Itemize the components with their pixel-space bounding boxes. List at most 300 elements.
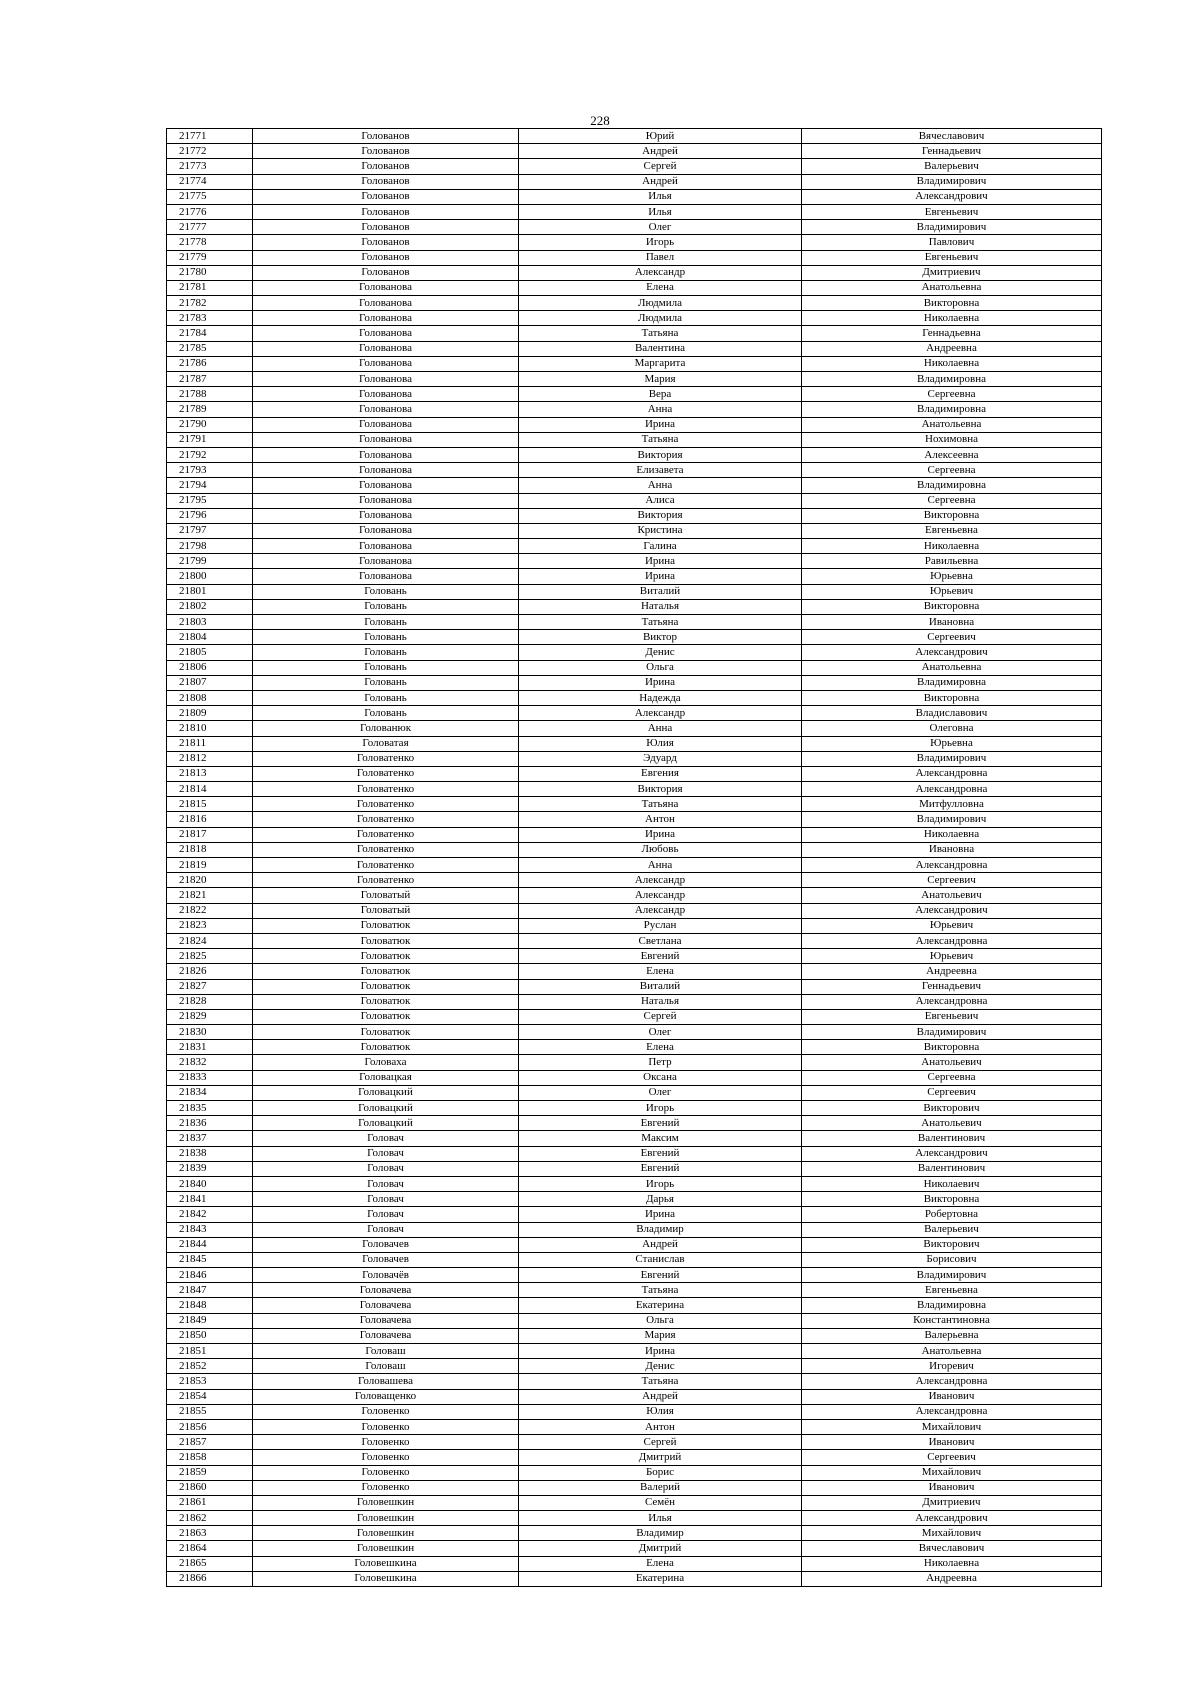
table-row: [167, 1207, 1102, 1222]
first-name-cell: Елизавета: [519, 463, 802, 478]
surname-cell: Головань: [253, 584, 519, 599]
surname-cell: Головатенко: [253, 782, 519, 797]
first-name-cell: Евгений: [519, 949, 802, 964]
surname-cell: Головачева: [253, 1283, 519, 1298]
record-number-cell: 21821: [167, 888, 253, 903]
patronymic-cell: Геннадьевич: [802, 979, 1102, 994]
surname-cell: Головачев: [253, 1252, 519, 1267]
surname-cell: Головешкина: [253, 1556, 519, 1571]
surname-cell: Голованова: [253, 463, 519, 478]
table-row: [167, 766, 1102, 781]
table-row: [167, 1450, 1102, 1465]
table-row: [167, 144, 1102, 159]
patronymic-cell: Николаевна: [802, 827, 1102, 842]
patronymic-cell: Евгеньевна: [802, 1283, 1102, 1298]
record-number-cell: 21824: [167, 933, 253, 948]
record-number-cell: 21825: [167, 949, 253, 964]
patronymic-cell: Александровна: [802, 782, 1102, 797]
table-row: [167, 387, 1102, 402]
surname-cell: Головачева: [253, 1298, 519, 1313]
first-name-cell: Виктория: [519, 447, 802, 462]
patronymic-cell: Нохимовна: [802, 432, 1102, 447]
surname-cell: Головатенко: [253, 873, 519, 888]
record-number-cell: 21776: [167, 204, 253, 219]
patronymic-cell: Геннадьевич: [802, 144, 1102, 159]
table-row: [167, 1222, 1102, 1237]
first-name-cell: Людмила: [519, 296, 802, 311]
patronymic-cell: Владимирович: [802, 1268, 1102, 1283]
surname-cell: Головач: [253, 1222, 519, 1237]
surname-cell: Голованов: [253, 220, 519, 235]
table-row: [167, 235, 1102, 250]
surname-cell: Головатая: [253, 736, 519, 751]
table-row: [167, 842, 1102, 857]
record-number-cell: 21831: [167, 1040, 253, 1055]
table-row: [167, 584, 1102, 599]
table-row: [167, 326, 1102, 341]
record-number-cell: 21774: [167, 174, 253, 189]
surname-cell: Головач: [253, 1131, 519, 1146]
first-name-cell: Наталья: [519, 599, 802, 614]
record-number-cell: 21865: [167, 1556, 253, 1571]
first-name-cell: Кристина: [519, 523, 802, 538]
first-name-cell: Борис: [519, 1465, 802, 1480]
table-row: [167, 1101, 1102, 1116]
table-row: [167, 311, 1102, 326]
record-number-cell: 21805: [167, 645, 253, 660]
patronymic-cell: Викторовна: [802, 296, 1102, 311]
table-row: [167, 1116, 1102, 1131]
first-name-cell: Татьяна: [519, 432, 802, 447]
patronymic-cell: Викторовна: [802, 1192, 1102, 1207]
surname-cell: Голованова: [253, 508, 519, 523]
first-name-cell: Дмитрий: [519, 1541, 802, 1556]
record-number-cell: 21813: [167, 766, 253, 781]
first-name-cell: Игорь: [519, 1101, 802, 1116]
surname-cell: Головань: [253, 706, 519, 721]
patronymic-cell: Александрович: [802, 1146, 1102, 1161]
record-number-cell: 21837: [167, 1131, 253, 1146]
patronymic-cell: Владимирович: [802, 1025, 1102, 1040]
table-row: [167, 265, 1102, 280]
table-row: [167, 1176, 1102, 1191]
first-name-cell: Елена: [519, 1556, 802, 1571]
table-row: [167, 1009, 1102, 1024]
patronymic-cell: Николаевна: [802, 1556, 1102, 1571]
surname-cell: Голованова: [253, 432, 519, 447]
record-number-cell: 21853: [167, 1374, 253, 1389]
patronymic-cell: Викторовна: [802, 690, 1102, 705]
surname-cell: Головацкий: [253, 1085, 519, 1100]
first-name-cell: Людмила: [519, 311, 802, 326]
first-name-cell: Ольга: [519, 660, 802, 675]
patronymic-cell: Митфулловна: [802, 797, 1102, 812]
table-row: [167, 1131, 1102, 1146]
patronymic-cell: Анатольевич: [802, 888, 1102, 903]
record-number-cell: 21859: [167, 1465, 253, 1480]
record-number-cell: 21850: [167, 1328, 253, 1343]
table-row: [167, 690, 1102, 705]
record-number-cell: 21826: [167, 964, 253, 979]
table-row: [167, 1040, 1102, 1055]
surname-cell: Головач: [253, 1161, 519, 1176]
first-name-cell: Надежда: [519, 690, 802, 705]
patronymic-cell: Александровна: [802, 994, 1102, 1009]
record-number-cell: 21844: [167, 1237, 253, 1252]
table-row: [167, 250, 1102, 265]
table-row: [167, 994, 1102, 1009]
table-row: [167, 220, 1102, 235]
table-row: [167, 493, 1102, 508]
first-name-cell: Виталий: [519, 979, 802, 994]
record-number-cell: 21843: [167, 1222, 253, 1237]
patronymic-cell: Викторович: [802, 1237, 1102, 1252]
table-row: [167, 1511, 1102, 1526]
surname-cell: Голованова: [253, 447, 519, 462]
table-row: [167, 751, 1102, 766]
surname-cell: Голованова: [253, 523, 519, 538]
record-number-cell: 21846: [167, 1268, 253, 1283]
record-number-cell: 21781: [167, 280, 253, 295]
patronymic-cell: Вячеславович: [802, 129, 1102, 144]
first-name-cell: Андрей: [519, 174, 802, 189]
patronymic-cell: Викторовна: [802, 508, 1102, 523]
first-name-cell: Евгений: [519, 1161, 802, 1176]
first-name-cell: Антон: [519, 812, 802, 827]
surname-cell: Головатюк: [253, 994, 519, 1009]
surname-cell: Головатенко: [253, 842, 519, 857]
table-row: [167, 189, 1102, 204]
first-name-cell: Александр: [519, 888, 802, 903]
table-row: [167, 706, 1102, 721]
patronymic-cell: Викторовна: [802, 1040, 1102, 1055]
first-name-cell: Сергей: [519, 1435, 802, 1450]
first-name-cell: Ирина: [519, 554, 802, 569]
patronymic-cell: Валерьевич: [802, 1222, 1102, 1237]
surname-cell: Головешкин: [253, 1495, 519, 1510]
patronymic-cell: Сергеевич: [802, 630, 1102, 645]
first-name-cell: Ирина: [519, 827, 802, 842]
patronymic-cell: Александровна: [802, 933, 1102, 948]
surname-cell: Голованов: [253, 250, 519, 265]
surname-cell: Голованов: [253, 204, 519, 219]
table-row: [167, 1268, 1102, 1283]
surname-cell: Голованов: [253, 235, 519, 250]
first-name-cell: Юлия: [519, 736, 802, 751]
table-row: [167, 1298, 1102, 1313]
patronymic-cell: Андреевна: [802, 964, 1102, 979]
first-name-cell: Елена: [519, 280, 802, 295]
patronymic-cell: Иванович: [802, 1389, 1102, 1404]
surname-cell: Головань: [253, 690, 519, 705]
first-name-cell: Мария: [519, 1328, 802, 1343]
record-number-cell: 21857: [167, 1435, 253, 1450]
table-row: [167, 1025, 1102, 1040]
table-row: [167, 888, 1102, 903]
record-number-cell: 21833: [167, 1070, 253, 1085]
record-number-cell: 21803: [167, 615, 253, 630]
record-number-cell: 21808: [167, 690, 253, 705]
first-name-cell: Ирина: [519, 1207, 802, 1222]
table-row: [167, 873, 1102, 888]
table-row: [167, 1556, 1102, 1571]
first-name-cell: Валентина: [519, 341, 802, 356]
surname-cell: Голованова: [253, 296, 519, 311]
table-row: [167, 599, 1102, 614]
record-number-cell: 21819: [167, 858, 253, 873]
table-row: [167, 675, 1102, 690]
table-row: [167, 129, 1102, 144]
surname-cell: Головащенко: [253, 1389, 519, 1404]
surname-cell: Головачёв: [253, 1268, 519, 1283]
record-number-cell: 21791: [167, 432, 253, 447]
surname-cell: Головатюк: [253, 1009, 519, 1024]
surname-cell: Головенко: [253, 1450, 519, 1465]
table-row: [167, 174, 1102, 189]
record-number-cell: 21845: [167, 1252, 253, 1267]
record-number-cell: 21858: [167, 1450, 253, 1465]
record-number-cell: 21796: [167, 508, 253, 523]
first-name-cell: Александр: [519, 706, 802, 721]
patronymic-cell: Михайлович: [802, 1526, 1102, 1541]
record-number-cell: 21783: [167, 311, 253, 326]
record-number-cell: 21807: [167, 675, 253, 690]
first-name-cell: Елена: [519, 1040, 802, 1055]
record-number-cell: 21773: [167, 159, 253, 174]
table-row: [167, 1344, 1102, 1359]
patronymic-cell: Валентинович: [802, 1161, 1102, 1176]
record-number-cell: 21842: [167, 1207, 253, 1222]
patronymic-cell: Александровна: [802, 1374, 1102, 1389]
record-number-cell: 21809: [167, 706, 253, 721]
patronymic-cell: Анатольевна: [802, 280, 1102, 295]
patronymic-cell: Сергеевна: [802, 387, 1102, 402]
table-row: [167, 979, 1102, 994]
patronymic-cell: Евгеньевич: [802, 204, 1102, 219]
record-number-cell: 21782: [167, 296, 253, 311]
table-row: [167, 1252, 1102, 1267]
surname-cell: Головаш: [253, 1344, 519, 1359]
record-number-cell: 21810: [167, 721, 253, 736]
first-name-cell: Эдуард: [519, 751, 802, 766]
record-number-cell: 21794: [167, 478, 253, 493]
record-number-cell: 21836: [167, 1116, 253, 1131]
surname-cell: Головатюк: [253, 1025, 519, 1040]
record-number-cell: 21847: [167, 1283, 253, 1298]
record-number-cell: 21864: [167, 1541, 253, 1556]
first-name-cell: Мария: [519, 372, 802, 387]
first-name-cell: Дмитрий: [519, 1450, 802, 1465]
first-name-cell: Виктор: [519, 630, 802, 645]
first-name-cell: Ольга: [519, 1313, 802, 1328]
record-number-cell: 21778: [167, 235, 253, 250]
surname-cell: Головешкин: [253, 1526, 519, 1541]
record-number-cell: 21787: [167, 372, 253, 387]
first-name-cell: Татьяна: [519, 615, 802, 630]
first-name-cell: Юлия: [519, 1404, 802, 1419]
table-row: [167, 1374, 1102, 1389]
table-row: [167, 539, 1102, 554]
first-name-cell: Андрей: [519, 1389, 802, 1404]
patronymic-cell: Олеговна: [802, 721, 1102, 736]
surname-cell: Головачева: [253, 1328, 519, 1343]
record-number-cell: 21851: [167, 1344, 253, 1359]
first-name-cell: Виктория: [519, 508, 802, 523]
patronymic-cell: Анатольевич: [802, 1055, 1102, 1070]
first-name-cell: Евгений: [519, 1268, 802, 1283]
first-name-cell: Наталья: [519, 994, 802, 1009]
table-row: [167, 1161, 1102, 1176]
surname-cell: Головатюк: [253, 1040, 519, 1055]
surname-cell: Головань: [253, 645, 519, 660]
patronymic-cell: Валерьевна: [802, 1328, 1102, 1343]
record-number-cell: 21775: [167, 189, 253, 204]
patronymic-cell: Ивановна: [802, 842, 1102, 857]
table-row: [167, 1419, 1102, 1434]
first-name-cell: Любовь: [519, 842, 802, 857]
table-row: [167, 721, 1102, 736]
first-name-cell: Екатерина: [519, 1571, 802, 1586]
surname-cell: Голованова: [253, 417, 519, 432]
surname-cell: Головатый: [253, 888, 519, 903]
surname-cell: Головач: [253, 1192, 519, 1207]
record-number-cell: 21772: [167, 144, 253, 159]
table-row: [167, 1465, 1102, 1480]
record-number-cell: 21795: [167, 493, 253, 508]
record-number-cell: 21804: [167, 630, 253, 645]
patronymic-cell: Александровна: [802, 1404, 1102, 1419]
patronymic-cell: Юрьевич: [802, 949, 1102, 964]
surname-cell: Головаха: [253, 1055, 519, 1070]
surname-cell: Голованова: [253, 402, 519, 417]
surname-cell: Голованова: [253, 493, 519, 508]
first-name-cell: Анна: [519, 721, 802, 736]
surname-cell: Головатенко: [253, 827, 519, 842]
patronymic-cell: Александрович: [802, 189, 1102, 204]
patronymic-cell: Александровна: [802, 766, 1102, 781]
table-row: [167, 1313, 1102, 1328]
surname-cell: Голованова: [253, 569, 519, 584]
surname-cell: Головешкина: [253, 1571, 519, 1586]
patronymic-cell: Анатольевна: [802, 417, 1102, 432]
table-row: [167, 903, 1102, 918]
surname-cell: Головань: [253, 599, 519, 614]
patronymic-cell: Алексеевна: [802, 447, 1102, 462]
patronymic-cell: Викторовна: [802, 599, 1102, 614]
first-name-cell: Алиса: [519, 493, 802, 508]
patronymic-cell: Робертовна: [802, 1207, 1102, 1222]
record-number-cell: 21802: [167, 599, 253, 614]
first-name-cell: Дарья: [519, 1192, 802, 1207]
record-number-cell: 21835: [167, 1101, 253, 1116]
surname-cell: Головаш: [253, 1359, 519, 1374]
record-number-cell: 21788: [167, 387, 253, 402]
first-name-cell: Анна: [519, 858, 802, 873]
table-row: [167, 1359, 1102, 1374]
table-row: [167, 949, 1102, 964]
table-row: [167, 1237, 1102, 1252]
first-name-cell: Оксана: [519, 1070, 802, 1085]
patronymic-cell: Сергеевич: [802, 1085, 1102, 1100]
table-row: [167, 1283, 1102, 1298]
first-name-cell: Олег: [519, 220, 802, 235]
record-number-cell: 21814: [167, 782, 253, 797]
record-number-cell: 21777: [167, 220, 253, 235]
first-name-cell: Андрей: [519, 1237, 802, 1252]
patronymic-cell: Михайлович: [802, 1465, 1102, 1480]
patronymic-cell: Анатольевна: [802, 660, 1102, 675]
patronymic-cell: Сергеевна: [802, 463, 1102, 478]
surname-cell: Головань: [253, 630, 519, 645]
patronymic-cell: Иванович: [802, 1435, 1102, 1450]
first-name-cell: Ирина: [519, 675, 802, 690]
table-row: [167, 280, 1102, 295]
first-name-cell: Александр: [519, 903, 802, 918]
patronymic-cell: Сергеевич: [802, 873, 1102, 888]
page-number: 228: [590, 113, 610, 128]
surname-cell: Головатюк: [253, 979, 519, 994]
patronymic-cell: Юрьевич: [802, 584, 1102, 599]
table-row: [167, 1404, 1102, 1419]
first-name-cell: Илья: [519, 1511, 802, 1526]
patronymic-cell: Евгеньевич: [802, 1009, 1102, 1024]
record-number-cell: 21849: [167, 1313, 253, 1328]
surname-cell: Голованов: [253, 129, 519, 144]
table-row: [167, 463, 1102, 478]
record-number-cell: 21848: [167, 1298, 253, 1313]
table-row: [167, 1055, 1102, 1070]
surname-cell: Голованов: [253, 189, 519, 204]
patronymic-cell: Николаевич: [802, 1176, 1102, 1191]
first-name-cell: Евгения: [519, 766, 802, 781]
table-row: [167, 1480, 1102, 1495]
record-number-cell: 21801: [167, 584, 253, 599]
patronymic-cell: Михайлович: [802, 1419, 1102, 1434]
surname-cell: Голованов: [253, 174, 519, 189]
surname-cell: Головатюк: [253, 933, 519, 948]
table-row: [167, 1146, 1102, 1161]
record-number-cell: 21812: [167, 751, 253, 766]
patronymic-cell: Николаевна: [802, 539, 1102, 554]
patronymic-cell: Анатольевич: [802, 1116, 1102, 1131]
first-name-cell: Сергей: [519, 1009, 802, 1024]
record-number-cell: 21815: [167, 797, 253, 812]
first-name-cell: Владимир: [519, 1222, 802, 1237]
patronymic-cell: Владимировна: [802, 478, 1102, 493]
table-row: [167, 660, 1102, 675]
table-row: [167, 1085, 1102, 1100]
first-name-cell: Галина: [519, 539, 802, 554]
surname-cell: Голованова: [253, 478, 519, 493]
record-number-cell: 21797: [167, 523, 253, 538]
surname-cell: Головенко: [253, 1465, 519, 1480]
record-number-cell: 21790: [167, 417, 253, 432]
table-row: [167, 797, 1102, 812]
surname-cell: Головацкий: [253, 1116, 519, 1131]
table-row: [167, 858, 1102, 873]
record-number-cell: 21780: [167, 265, 253, 280]
record-number-cell: 21852: [167, 1359, 253, 1374]
first-name-cell: Ирина: [519, 1344, 802, 1359]
patronymic-cell: Анатольевна: [802, 1344, 1102, 1359]
first-name-cell: Антон: [519, 1419, 802, 1434]
record-number-cell: 21855: [167, 1404, 253, 1419]
first-name-cell: Станислав: [519, 1252, 802, 1267]
table-row: [167, 918, 1102, 933]
record-number-cell: 21779: [167, 250, 253, 265]
first-name-cell: Илья: [519, 204, 802, 219]
first-name-cell: Андрей: [519, 144, 802, 159]
